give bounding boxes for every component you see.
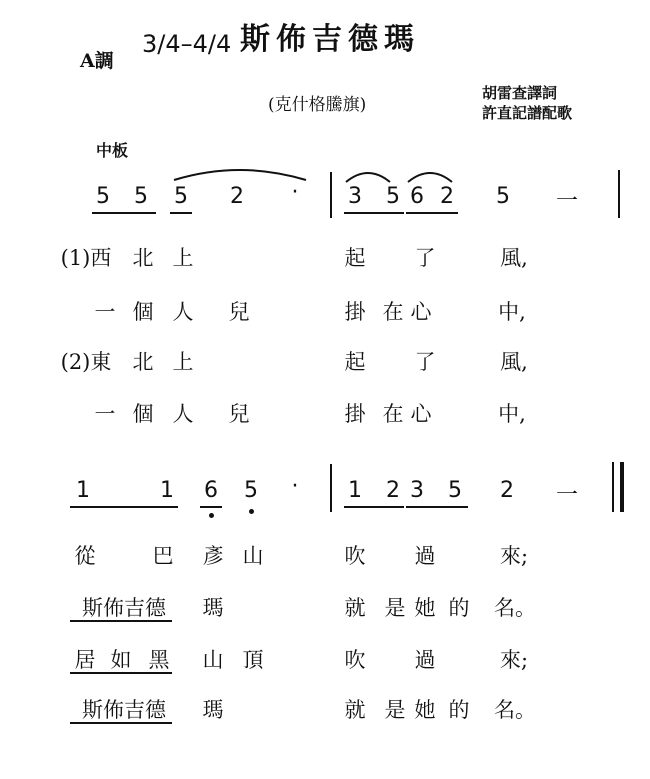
eighth-underline — [344, 506, 404, 508]
lyric: 心 — [410, 300, 432, 324]
lyric: 中, — [498, 402, 526, 426]
final-barline-thick — [620, 462, 624, 512]
lyric: 就 — [344, 596, 366, 620]
lyric: 兒 — [228, 402, 250, 426]
lower-octave-dot — [249, 509, 254, 514]
lyric: 名。 — [494, 596, 536, 620]
note: 5 — [386, 184, 400, 209]
eighth-underline — [406, 506, 468, 508]
lyric: 個 — [132, 402, 154, 426]
lyric: 名。 — [494, 698, 536, 722]
lyric: 人 — [172, 300, 194, 324]
lyric: 起 — [344, 350, 366, 374]
lyric: 了 — [414, 350, 436, 374]
key-signature: A調 — [80, 50, 114, 72]
lyric: 彥 — [202, 544, 224, 568]
lyric: 兒 — [228, 300, 250, 324]
lyric: 瑪 — [202, 698, 224, 722]
lyric: 居 — [74, 648, 96, 672]
lyric: 了 — [414, 246, 436, 270]
lyric: 中, — [498, 300, 526, 324]
lyric: 來; — [499, 544, 529, 568]
lyric: 北 — [132, 246, 154, 270]
phrase-underline — [70, 722, 172, 724]
lyric: 上 — [172, 246, 194, 270]
barline — [330, 172, 332, 218]
lyric: 吹 — [344, 648, 366, 672]
lyric: 心 — [410, 402, 432, 426]
lyric: 的 — [448, 698, 470, 722]
eighth-underline — [344, 212, 404, 214]
lyric: 山 — [202, 648, 224, 672]
lyric: (2)東 — [60, 350, 112, 374]
lyric: 巴 — [152, 544, 174, 568]
lyric: 人 — [172, 402, 194, 426]
lyric: 黑 — [148, 648, 170, 672]
lyric: 是 — [384, 596, 406, 620]
final-barline-thin — [612, 462, 614, 512]
lyric: 風, — [500, 246, 528, 270]
note: 5 — [134, 184, 148, 209]
lyric-translator-credit: 胡雷查譯詞 — [482, 84, 558, 102]
lyric: 個 — [132, 300, 154, 324]
note: 2 — [230, 184, 244, 209]
slur-arc — [404, 164, 456, 184]
slur-arc — [342, 164, 394, 184]
note: 3 — [348, 184, 362, 209]
time-signature: 3/4–4/4 — [142, 30, 232, 58]
note: 2 — [386, 478, 400, 503]
note: 3 — [410, 478, 424, 503]
lyric: 在 — [382, 300, 404, 324]
lyric-phrase: 斯佈吉德 — [82, 698, 166, 722]
note: 1 — [348, 478, 362, 503]
lyric: 瑪 — [202, 596, 224, 620]
eighth-underline — [406, 212, 458, 214]
note: 6 — [204, 478, 218, 503]
lyric-phrase: 斯佈吉德 — [82, 596, 166, 620]
lyric: 掛 — [344, 300, 366, 324]
eighth-underline — [70, 506, 178, 508]
phrase-underline — [70, 672, 172, 674]
arranger-credit: 許直記譜配歌 — [482, 104, 573, 122]
lyric: 上 — [172, 350, 194, 374]
note: 2 — [500, 478, 514, 503]
dash-sustain: 一 — [555, 189, 578, 214]
eighth-underline — [92, 212, 156, 214]
lyric: 就 — [344, 698, 366, 722]
lower-octave-dot — [209, 513, 214, 518]
lyric: 過 — [414, 544, 436, 568]
note: 5 — [448, 478, 462, 503]
lyric: (1)西 — [60, 246, 112, 270]
lyric: 吹 — [344, 544, 366, 568]
note: 6 — [410, 184, 424, 209]
eighth-underline — [200, 506, 222, 508]
lyric: 北 — [132, 350, 154, 374]
lyric: 是 — [384, 698, 406, 722]
lyric: 過 — [414, 648, 436, 672]
lyric: 頂 — [242, 648, 264, 672]
lyric: 一 — [94, 402, 116, 426]
phrase-underline — [70, 620, 172, 622]
dash-sustain: 一 — [555, 483, 578, 508]
note: 5 — [496, 184, 510, 209]
tempo-marking: 中板 — [96, 141, 129, 160]
song-title: 斯佈吉德瑪 — [240, 22, 420, 57]
duration-dot: · — [291, 180, 299, 205]
note: 1 — [160, 478, 174, 503]
lyric: 的 — [448, 596, 470, 620]
lyric: 如 — [110, 648, 132, 672]
lyric: 來; — [499, 648, 529, 672]
note: 5 — [244, 478, 258, 503]
lyric: 山 — [242, 544, 264, 568]
lyric: 起 — [344, 246, 366, 270]
region-subtitle: (克什格騰旗) — [268, 95, 367, 115]
barline — [618, 170, 620, 218]
note: 1 — [76, 478, 90, 503]
barline — [330, 464, 332, 512]
lyric: 她 — [414, 698, 436, 722]
duration-dot: · — [291, 474, 299, 499]
lyric: 她 — [414, 596, 436, 620]
lyric: 一 — [94, 300, 116, 324]
lyric: 從 — [74, 544, 96, 568]
note: 5 — [96, 184, 110, 209]
note: 2 — [440, 184, 454, 209]
eighth-underline — [170, 212, 192, 214]
lyric: 風, — [500, 350, 528, 374]
lyric: 在 — [382, 402, 404, 426]
lyric: 掛 — [344, 402, 366, 426]
note: 5 — [174, 184, 188, 209]
